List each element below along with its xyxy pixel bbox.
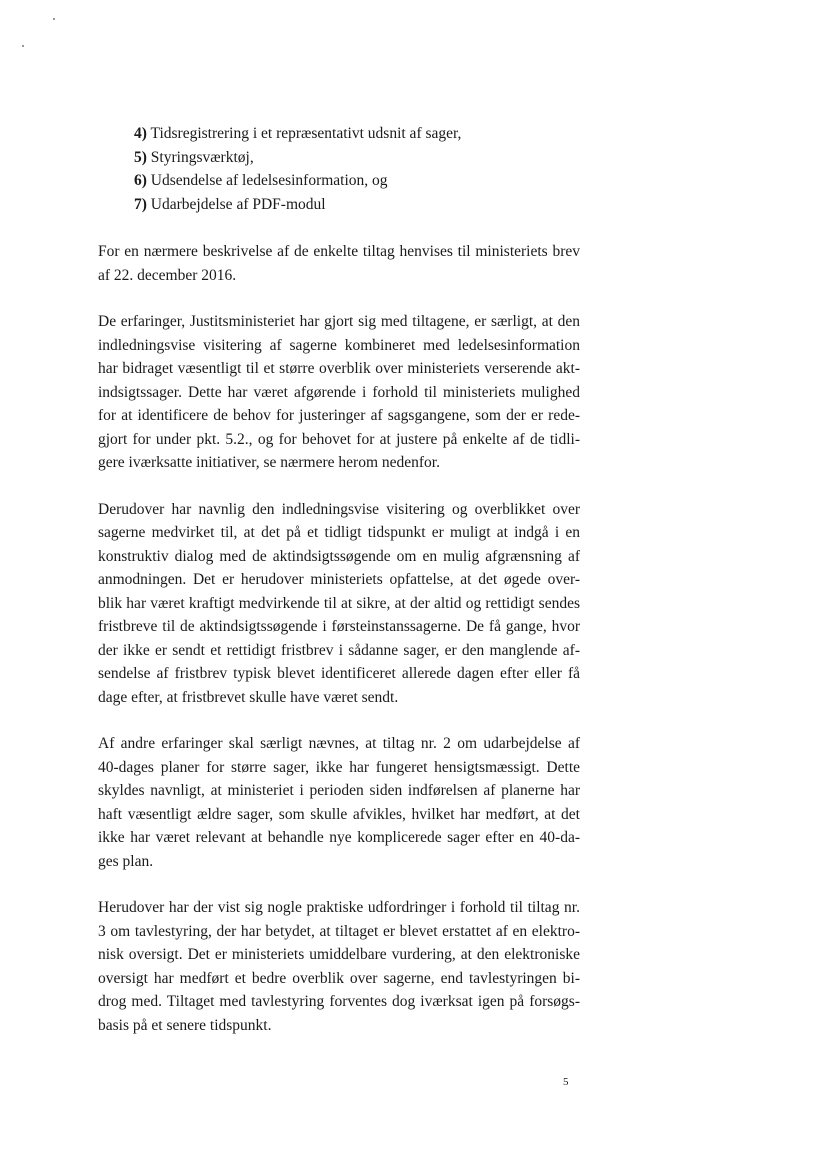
text-line: 3 om tavlestyring, der har betydet, at tiltaget er blevet erstattet af en elektro- — [98, 922, 580, 940]
text-line: basis på et senere tidspunkt. — [98, 1016, 272, 1034]
page-number: 5 — [563, 1076, 569, 1088]
text-line: blik har været kraftigt medvirkende til at sikre, at der altid og rettidigt sendes — [98, 594, 580, 612]
text-line: skyldes navnligt, at ministeriet i perioden siden indførelsen af planerne har — [98, 782, 580, 799]
measures-list — [134, 122, 580, 216]
paragraph — [98, 498, 580, 710]
list-item — [134, 122, 580, 146]
list-item-text: Udsendelse af ledelsesinformation, og — [150, 172, 388, 189]
text-line: haft væsentligt ældre sager, som skulle afvikles, hvilket har medført, at det — [98, 805, 580, 823]
text-line: ges plan. — [98, 852, 154, 870]
text-line: For en nærmere beskrivelse af de enkelte tiltag henvises til ministeriets brev — [98, 243, 580, 260]
list-item-number: 7) — [134, 195, 147, 213]
paragraph — [98, 310, 580, 475]
list-item-text: Tidsregistrering i et repræsentativt udsnit af sager, — [150, 125, 462, 142]
text-line: der ikke er sendt et rettidigt fristbrev i sådanne sager, er den manglende af- — [98, 641, 580, 659]
document-body — [98, 122, 580, 1060]
text-line: for at identificere de behov for justeringer af sagsgangene, som der er rede- — [98, 407, 580, 424]
text-line: oversigt har medført et bedre overblik over sagerne, end tavlestyringen bi- — [98, 969, 580, 987]
list-item — [134, 193, 580, 217]
paragraph — [98, 896, 580, 1037]
paragraph — [98, 240, 580, 287]
list-item — [134, 146, 580, 170]
paragraph — [98, 732, 580, 873]
text-line: dage efter, at fristbrevet skulle have været sendt. — [98, 688, 399, 706]
text-line: De erfaringer, Justitsministeriet har gjort sig med tiltagene, er særligt, at den — [98, 313, 580, 330]
text-line: Herudover har der vist sig nogle praktiske udfordringer i forhold til tiltag nr. — [98, 899, 580, 916]
text-line: indsigtssager. Dette har været afgørende i forhold til ministeriets mulighed — [98, 383, 580, 401]
text-line: Derudover har navnlig den indledningsvise visitering og overblikket over — [98, 500, 580, 518]
text-line: fristbreve til de aktindsigtssøgende i førsteinstanssagerne. De få gange, hvor — [98, 618, 580, 635]
text-line: indledningsvise visitering af sagerne kombineret med ledelsesinformation — [98, 336, 580, 354]
text-line: 40-dages planer for større sager, ikke har fungeret hensigtsmæssigt. Dette — [98, 758, 580, 776]
list-item-text: Udarbejdelse af PDF-modul — [150, 195, 326, 213]
text-line: har bidraget væsentligt til et større overblik over ministeriets verserende akt- — [98, 360, 580, 377]
text-line: sagerne medvirket til, at det på et tidligt tidspunkt er muligt at indgå i en — [98, 524, 580, 541]
text-line: af 22. december 2016. — [98, 266, 237, 284]
list-item-number: 5) — [134, 148, 147, 166]
text-line: gere iværksatte initiativer, se nærmere herom nedenfor. — [98, 454, 440, 471]
list-item-number: 6) — [134, 172, 147, 189]
text-line: nisk oversigt. Det er ministeriets umiddelbare vurdering, at den elektroniske — [98, 946, 580, 963]
text-line: sendelse af fristbrev typisk blevet identificeret allerede dagen efter eller få — [98, 665, 580, 682]
scan-speck — [22, 45, 24, 47]
text-line: Af andre erfaringer skal særligt nævnes, at tiltag nr. 2 om udarbejdelse af — [98, 735, 580, 752]
scan-speck — [53, 18, 55, 20]
list-item-text: Styringsværktøj, — [150, 148, 254, 166]
list-item-number: 4) — [134, 125, 147, 142]
text-line: gjort for under pkt. 5.2., og for behovet for at justere på enkelte af de tidli- — [98, 430, 580, 448]
text-line: konstruktiv dialog med de aktindsigtssøgende om en mulig afgrænsning af — [98, 547, 580, 565]
text-line: ikke har været relevant at behandle nye komplicerede sager efter en 40-da- — [98, 829, 580, 846]
text-line: anmodningen. Det er herudover ministeriets opfattelse, at det øgede over- — [98, 571, 580, 588]
text-line: drog med. Tiltaget med tavlestyring forventes dog iværksat igen på forsøgs- — [98, 993, 580, 1010]
list-item — [134, 169, 580, 193]
